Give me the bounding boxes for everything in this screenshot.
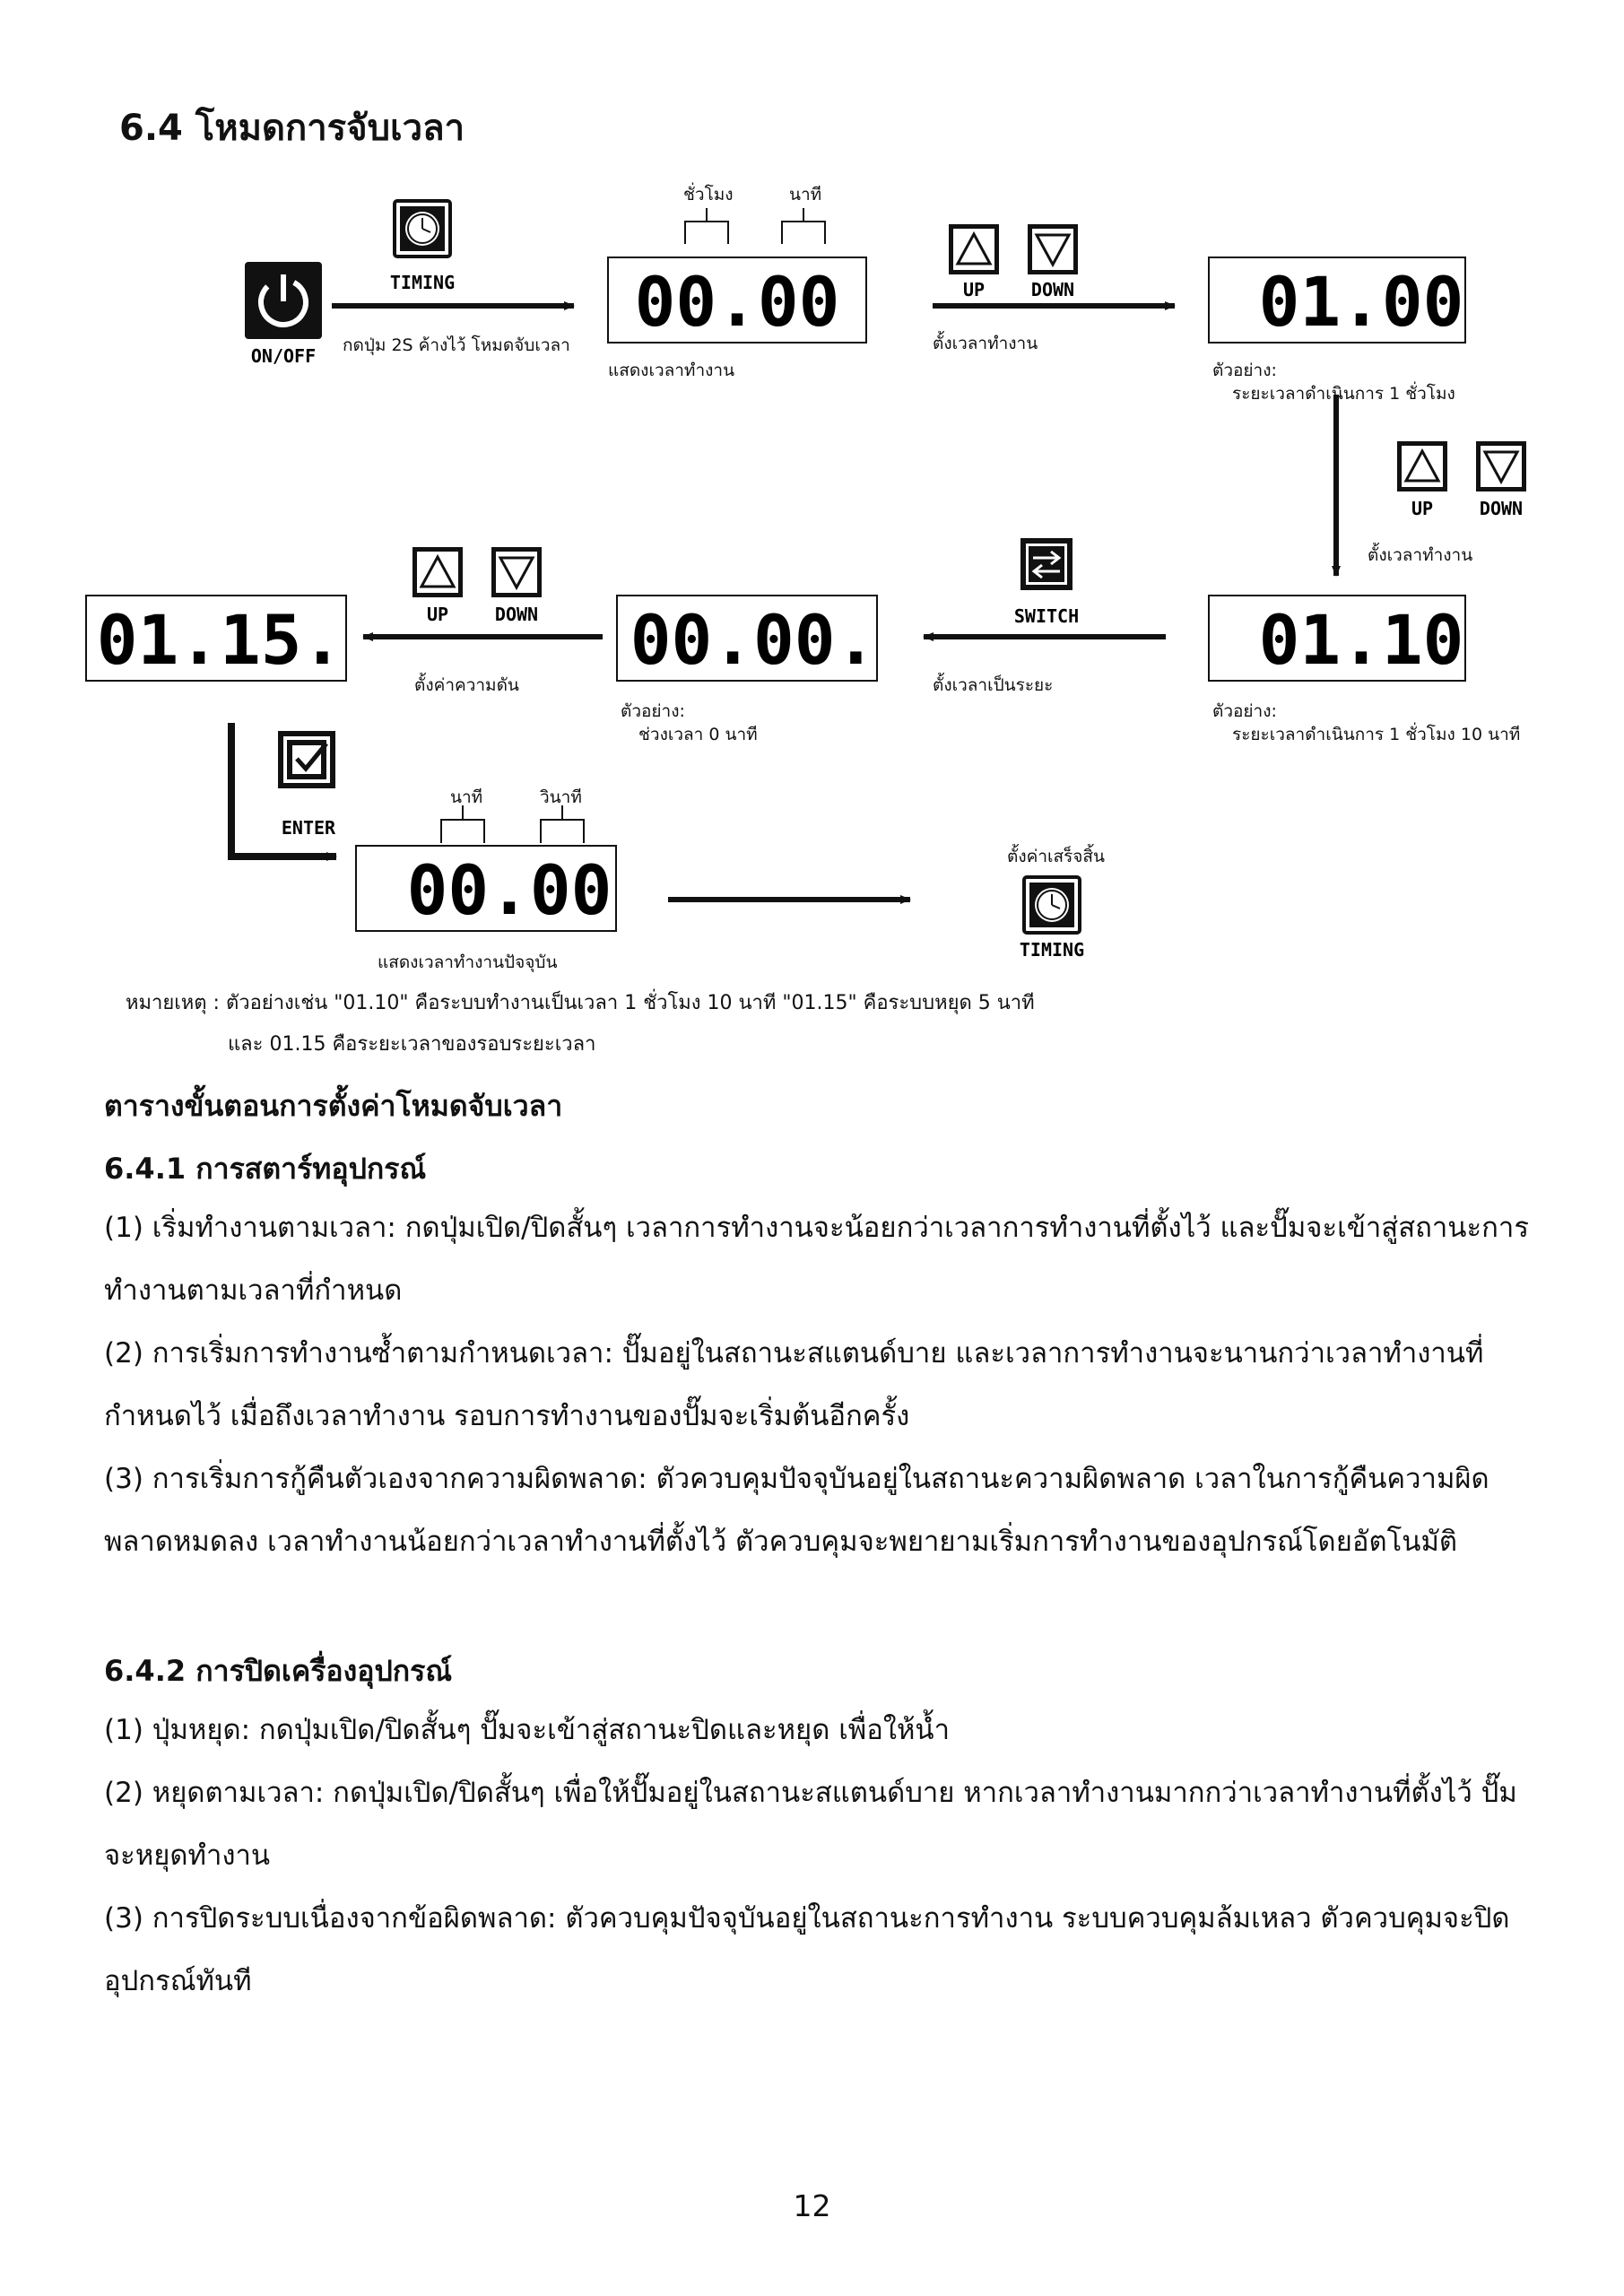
set-runtime-label-2: ตั้งเวลาทำงาน	[1368, 545, 1473, 565]
minute-label: นาที	[789, 185, 822, 204]
display-3-value: 01.10	[1258, 600, 1464, 680]
subsection-641-title: 6.4.1 การสตาร์ทอุปกรณ์	[104, 1152, 427, 1186]
section-heading: 6.4 โหมดการจับเวลา	[119, 108, 465, 149]
display-2-value: 01.00	[1258, 262, 1464, 342]
down-arrow-icon	[1476, 441, 1526, 491]
example-1-text: ระยะเวลาดำเนินการ 1 ชั่วโมง	[1232, 384, 1455, 404]
paragraph-641-1: (1) เริ่มทำงานตามเวลา: กดปุ่มเปิด/ปิดสั้นๆ เวลาการทำงานจะน้อยกว่าเวลาการทำงานที่ตั้งไว้ และปั๊มจะเข้าสู่สถานะการทำงานตามเวลาที่กำหนด	[104, 1212, 1529, 1307]
switch-icon	[1020, 538, 1073, 590]
up-arrow-icon	[949, 224, 999, 274]
example-3-title: ตัวอย่าง:	[621, 701, 685, 721]
show-runtime-label: แสดงเวลาทำงาน	[608, 361, 735, 380]
subsection-642-title: 6.4.2 การปิดเครื่องอุปกรณ์	[104, 1654, 453, 1688]
display-4-value: 00.00.	[630, 600, 877, 680]
paragraph-642-3: (3) การปิดระบบเนื่องจากข้อผิดพลาด: ตัวควบคุมปัจจุบันอยู่ในสถานะการทำงาน ระบบควบคุมล้มเหลว ตัวควบคุมจะปิดอุปกรณ์ทันที	[104, 1902, 1510, 1997]
display-5-value: 01.15.	[96, 600, 343, 680]
up-label-2: UP	[1411, 498, 1434, 519]
table-title: ตารางขั้นตอนการตั้งค่าโหมดจับเวลา	[104, 1089, 563, 1123]
paragraph-641-2: (2) การเริ่มการทำงานซ้ำตามกำหนดเวลา: ปั๊มอยู่ในสถานะสแตนด์บาย และเวลาการทำงานจะนานกว่าเวลาทำงานที่กำหนดไว้ เมื่อถึงเวลาทำงาน รอบการทำงานของปั๊มจะเริ่มต้นอีกครั้ง	[104, 1337, 1484, 1432]
hour-label: ชั่วโมง	[683, 185, 734, 204]
clock-icon	[395, 201, 450, 257]
onoff-label: ON/OFF	[250, 345, 317, 367]
power-icon	[245, 262, 322, 339]
second-label: วินาที	[540, 787, 582, 807]
paragraph-641-3: (3) การเริ่มการกู้คืนตัวเองจากความผิดพลาด: ตัวควบคุมปัจจุบันอยู่ในสถานะความผิดพลาด เวลาในการกู้คืนความผิดพลาดหมดลง เวลาทำงานน้อยกว่าเวลาทำงานที่ตั้งไว้ ตัวควบคุมจะพยายามเริ่มการทำงานของอุปกรณ์โดยอัตโนมัติ	[104, 1463, 1489, 1558]
up-arrow-icon	[1397, 441, 1447, 491]
timing-mode-flow-diagram	[0, 0, 1624, 1058]
clock-icon	[1024, 877, 1080, 933]
example-3-text: ช่วงเวลา 0 นาที	[638, 725, 758, 744]
up-label-1: UP	[962, 279, 986, 300]
down-label-2: DOWN	[1479, 498, 1524, 519]
down-label-1: DOWN	[1030, 279, 1075, 300]
minute-label-2: นาที	[450, 787, 483, 807]
timing-label-top: TIMING	[389, 272, 456, 293]
down-arrow-icon	[491, 547, 542, 597]
down-label-3: DOWN	[494, 604, 539, 625]
up-arrow-icon	[413, 547, 463, 597]
set-runtime-label-1: ตั้งเวลาทำงาน	[933, 334, 1038, 353]
enter-label: ENTER	[281, 817, 336, 839]
set-pressure-label: ตั้งค่าความดัน	[414, 675, 519, 695]
page-number: 12	[793, 2188, 831, 2223]
setting-done-label: ตั้งค่าเสร็จสิ้น	[1007, 847, 1106, 866]
set-interval-label: ตั้งเวลาเป็นระยะ	[933, 675, 1054, 695]
down-arrow-icon	[1028, 224, 1078, 274]
note-line-1: หมายเหตุ : ตัวอย่างเช่น "01.10" คือระบบทำงานเป็นเวลา 1 ชั่วโมง 10 นาที "01.15" คือระบบหยุด 5 นาที	[126, 992, 1035, 1014]
display-6-value: 00.00	[406, 850, 612, 930]
paragraph-642-1: (1) ปุ่มหยุด: กดปุ่มเปิด/ปิดสั้นๆ ปั๊มจะเข้าสู่สถานะปิดและหยุด เพื่อให้น้ำ	[104, 1714, 951, 1746]
display-1-value: 00.00	[634, 262, 840, 342]
note-line-2: และ 01.15 คือระยะเวลาของรอบระยะเวลา	[228, 1033, 596, 1056]
switch-label: SWITCH	[1013, 605, 1080, 627]
paragraph-642-2: (2) หยุดตามเวลา: กดปุ่มเปิด/ปิดสั้นๆ เพื่อให้ปั๊มอยู่ในสถานะสแตนด์บาย หากเวลาทำงานมากกว่าเวลาทำงานที่ตั้งไว้ ปั๊มจะหยุดทำงาน	[104, 1777, 1517, 1872]
timing-label-final: TIMING	[1019, 939, 1085, 961]
example-2-title: ตัวอย่าง:	[1212, 701, 1277, 721]
show-current-label: แสดงเวลาทำงานปัจจุบัน	[378, 952, 558, 972]
example-2-text: ระยะเวลาดำเนินการ 1 ชั่วโมง 10 นาที	[1232, 725, 1521, 744]
enter-checkbox-icon	[278, 731, 335, 788]
hold-2s-label: กดปุ่ม 2S ค้างไว้ โหมดจับเวลา	[343, 335, 570, 355]
example-1-title: ตัวอย่าง:	[1212, 361, 1277, 380]
up-label-3: UP	[426, 604, 449, 625]
